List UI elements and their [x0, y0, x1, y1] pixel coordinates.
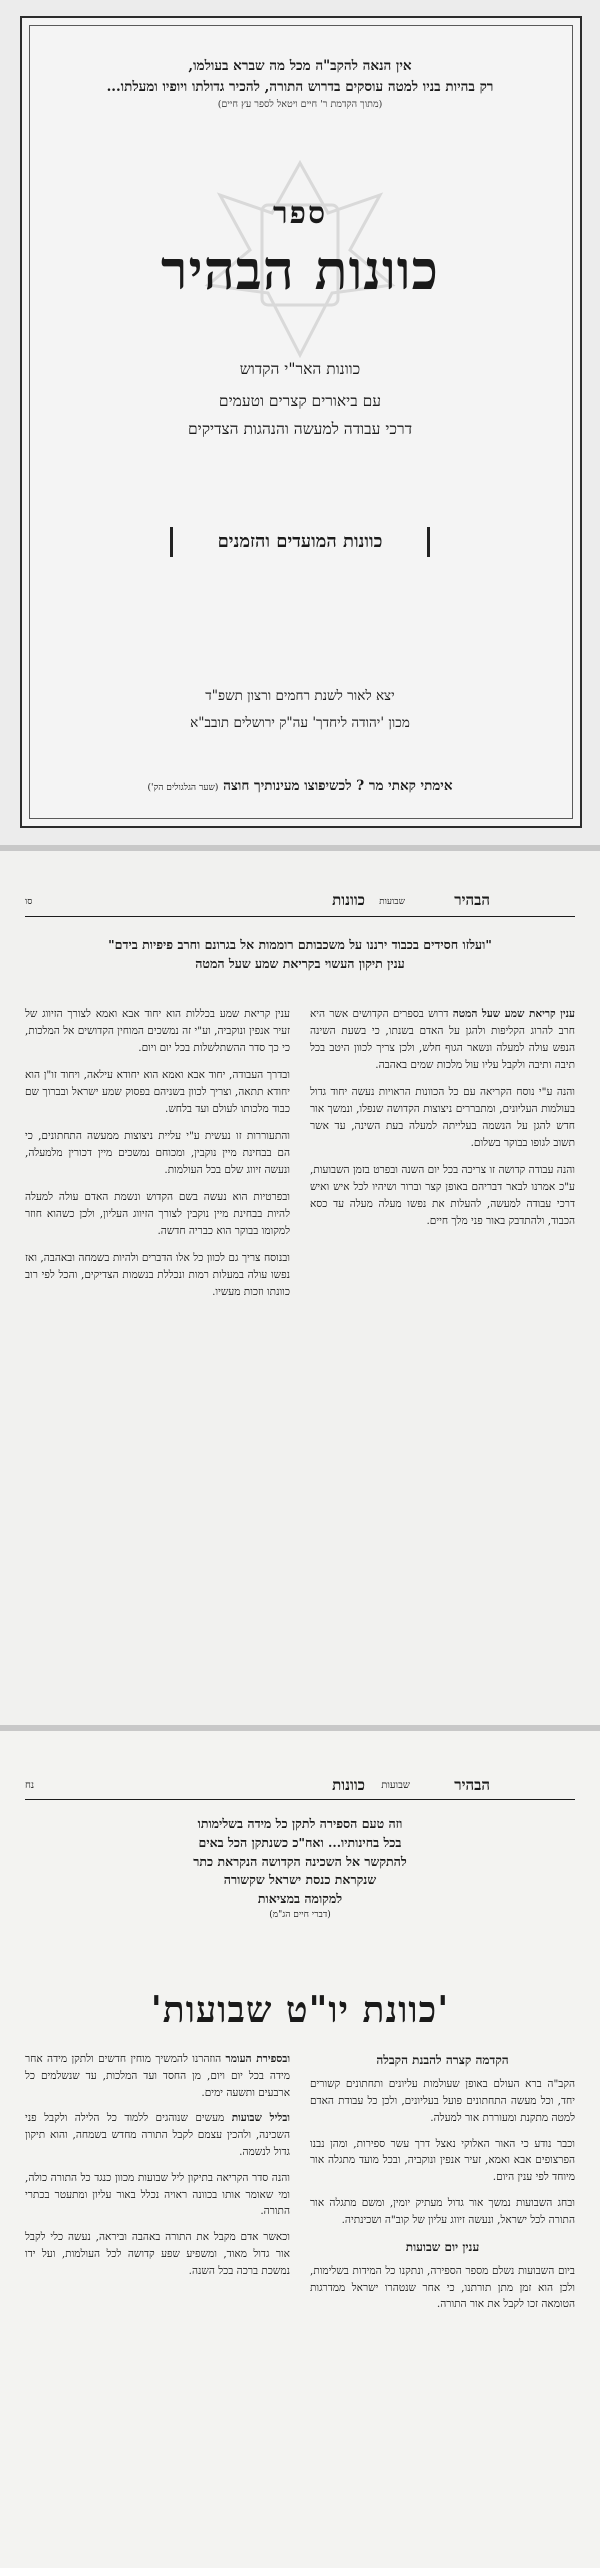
page-number: סו [25, 897, 33, 907]
subtitle-line: עם ביאורים קצרים וטעמים [218, 392, 382, 410]
paragraph-text: והנה ע"י נוסח הקריאה עם כל הכוונות הראויות נעשה יחוד גדול בעולמות העליונים, ומתבררים ניצוצות הקדושה שנפלו, ונמשך אור חדש להגן על הנשמה בעלייתה למעלה בעת השינה, עד אשר תשוב לגופו בבוקר בשלום. [310, 1086, 575, 1149]
paragraph [310, 1162, 575, 1230]
paragraph [310, 1084, 575, 1152]
quote-line: רק בהיות בניו למטה עוסקים בדרוש התורה, להכיר גדולתו ויופיו ומעלתו... [106, 78, 494, 95]
paragraph-text: ענין קריאת שמע בכללות הוא יחוד אבא ואמא לצורך הזיווג של זעיר אנפין ונוקביה, וע"י זה נמשכים המוחין הקדושים אל המלכות, כי כך סדר ההשתלשלות בכל יום ויום. [25, 1008, 290, 1054]
header-section-small: שבועות [381, 1780, 410, 1791]
paragraph-text: ביום השבועות נשלם מספר הספירה, ונתקנו כל המידות בשלימות, ולכן הוא זמן מתן תורתנו, כי אחר שנטהרו ישראל ממדרגות הטומאה זכו לקבל את אור התורה. [310, 2264, 575, 2311]
header-book-word-2: הבהיר [454, 891, 490, 909]
paragraph-text: הוזהרנו להמשיך מוחין חדשים ולתקן מידה אחר מידה בכל יום ויום, מן החסד ועד המלכות, עד שנשלמים כל ארבעים ותשעה ימים. [25, 2053, 290, 2099]
title-page [0, 0, 600, 845]
quote-line: "ועלזו חסידים בכבוד ירננו על משכבותם רוממות אל בגרונם וחרב פיפיות בידם" [108, 937, 492, 952]
paragraph [25, 1250, 290, 1301]
page-quote [25, 936, 575, 974]
paragraph [310, 2076, 575, 2126]
bottom-quote [40, 778, 560, 794]
quote-line: וזה טעם הספירה לתקן כל מידה בשלימותו [197, 1816, 403, 1831]
paragraph-text: וכבר נודע כי האור האלוקי נאצל דרך עשר ספירות, ומהן נבנו הפרצופים אבא ואמא, זעיר אנפין ונוקביה, ובכל מועד מתגלה אור מיוחד לפי ענין היום. [310, 2137, 575, 2184]
paragraph [310, 2263, 575, 2313]
paragraph-text: והנה עבודה קדושה זו צריכה בכל יום השנה ובפרט בזמן השבועות, ע"כ אמרנו לבאר דבריהם באופן קצר וברור ושיהיו לכל איש ואיש דרכי עבודה למעשה, להעלות את נפשו מעלה מעלה עד כסא הכבוד, ולהתדבק באור פני מלך חיים. [310, 1164, 575, 1227]
subtitle-line: דרכי עבודה למעשה והנהגות הצדיקים [187, 420, 413, 438]
paragraph [25, 1128, 290, 1179]
header-book-word-2: הבהיר [454, 1776, 490, 1794]
publisher-line: מכון 'יהודה ליחדך' עה"ק ירושלים תובב"א [190, 715, 410, 731]
subtitle-line: כוונות האר"י הקדוש [239, 360, 361, 378]
quote-line: בכל בחינותיו... ואח"כ כשנתקן הכל באים [198, 1834, 402, 1850]
paragraph-text: מעשים שנוהגים ללמוד כל הלילה ולקבל פני השכינה, ולהכין עצמם לקבל התורה מחדש בשמחה, והוא תיקון גדול לנשמה. [25, 2112, 290, 2158]
page-number: נח [25, 1780, 35, 1791]
paragraph-text: והנה סדר הקריאה בתיקון ליל שבועות מכוון כנגד כל התורה כולה, ומי שאומר אותו בכוונה ראויה נכלל באור עליון ומתעטר בכתרי התורה. [25, 2171, 290, 2218]
paragraph-text: דרוש בספרים הקדושים אשר היא חרב להרוג הקליפות ולהגן על האדם בשנתו, כי בשעת השינה הנפש עולה למעלה ונשאר הגוף חלש, ולכן צריך לכוון היטב בכל תיבה ותיבה ולקבל עליו עול מלכות שמים באהבה. [310, 1008, 575, 1071]
paragraph [25, 1067, 290, 1118]
paragraph-text: הקב"ה ברא העולם באופן שעולמות עליונים ותחתונים קשורים יחד, וכל מעשה התחתונים פועל בעליונים, ולכן כל עבודת האדם למטה מתקנת ומעוררת אור למעלה. [310, 2078, 575, 2124]
paragraph [25, 1189, 290, 1240]
quote-line: אין הנאה להקב"ה מכל מה שברא בעולמו, [188, 58, 412, 74]
paragraph-lead: ענין קריאת שמע שעל המטה [452, 1008, 575, 1020]
section-heading: הקדמה קצרה להבנת הקבלה [376, 2053, 509, 2067]
section-label: כוונות המועדים והזמנים [170, 527, 430, 557]
quote-line: להתקשר אל השכינה הקדושה הנקראת כתר [193, 1853, 407, 1869]
quote-source: (מתוך הקדמת ר' חיים ויטאל לספר עץ חיים) [217, 98, 383, 110]
header-book-word-1: כוונות [332, 891, 365, 909]
running-header [25, 891, 575, 917]
paragraph [310, 1006, 575, 1074]
paragraph [310, 2195, 575, 2229]
quote-source: (דברי חיים הג"מ) [269, 1909, 331, 1920]
content-page-3 [0, 1725, 600, 2568]
bottom-quote-source: (שער הגלגולים הק') [147, 783, 219, 793]
bottom-quote-text: אימתי קאתי מר ? לכשיפוצו מעינותיך חוצה [223, 778, 453, 794]
quote-line: ענין תיקון העשוי בקריאת שמע שעל המטה [195, 955, 405, 971]
running-header [25, 1776, 575, 1800]
paragraph [25, 2229, 290, 2279]
paragraph [25, 2110, 290, 2160]
opening-quote [40, 56, 560, 113]
paragraph [310, 2136, 575, 2186]
paragraph-text: ובחג השבועות נמשך אור גדול מעתיק יומין, ומשם מתגלה אור התורה לכל ישראל, ונעשה זיווג עליון של קוב"ה ושכינתיה. [310, 2196, 575, 2226]
chapter-title: 'כוונת יו"ט שבועות' [150, 1989, 450, 2031]
paragraph-text: ובפרטיות הוא נעשה בשם הקדוש ונשמת האדם עולה למעלה להיות בבחינת מיין נוקבין לצורך הזיווג העליון, ולכן כשהוא חוזר למקומו בבוקר הוא כבריה חדשה. [25, 1191, 290, 1237]
publisher-line: יצא לאור לשנת רחמים ורצון תשפ"ד [205, 688, 395, 704]
right-column [310, 1006, 575, 1240]
paragraph [25, 1006, 290, 1057]
header-section-small: שבועות [379, 897, 405, 907]
quote-line: שנקראת כנסת ישראל שקשורה [223, 1872, 377, 1888]
page-quote [60, 1815, 540, 1922]
section-subheading: ענין יום שבועות [405, 2239, 480, 2254]
paragraph-text: וכאשר אדם מקבל את התורה באהבה וביראה, נעשה כלי לקבל אור גדול מאוד, ומשפיע שפע קדושה לכל העולמות, ועל ידו נמשכת ברכה בכל השנה. [25, 2231, 290, 2277]
right-column [310, 2051, 575, 2322]
book-title: כוונות הבהיר [161, 238, 439, 302]
paragraph-lead: ובליל שבועות [231, 2112, 290, 2125]
content-page-2 [0, 845, 600, 1725]
paragraph [25, 2170, 290, 2220]
book-word: ספר [272, 196, 328, 231]
paragraph-text: והתעוררות זו נעשית ע"י עליית ניצוצות ממעשה התחתונים, כי הם בבחינת מיין נוקבין, ומכוחם נמשכים מיין דכורין מלמעלה, ונעשה זיווג שלם בכל העולמות. [25, 1130, 290, 1176]
paragraph [25, 2051, 290, 2101]
header-book-word-1: כוונות [332, 1776, 365, 1794]
quote-line: למקומה במציאות [257, 1891, 343, 1906]
left-column [25, 1006, 290, 1311]
paragraph-text: ובנוסח צריך גם לכוון כל אלו הדברים ולהיות בשמחה ובאהבה, ואז נפשו עולה במעלות רמות ונכללת בנשמות הצדיקים, והכל לפי רוב כוונתו וזכות מעשיו. [25, 1252, 290, 1298]
left-column [25, 2051, 290, 2289]
paragraph-text: ובדרך העבודה, יחוד אבא ואמא הוא יחודא עילאה, ויחוד זו"ן הוא יחודא תתאה, וצריך לכוון בשניהם בפסוק שמע ישראל ובברוך שם כבוד מלכותו לעולם ועד בלחש. [25, 1069, 290, 1115]
paragraph-lead: ובספירת העומר [225, 2053, 291, 2065]
